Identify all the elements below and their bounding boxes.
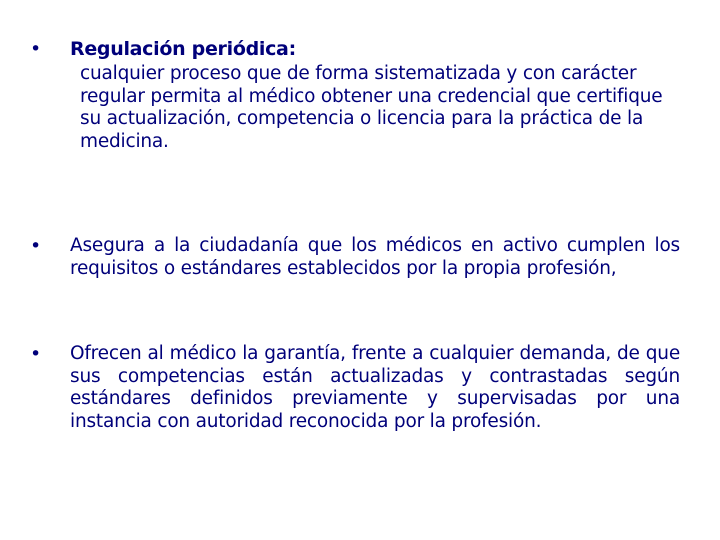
bullet-item-regulacion bbox=[30, 38, 680, 153]
bullet-heading bbox=[70, 38, 680, 61]
bullet-dot-icon: • bbox=[30, 38, 42, 60]
bullet-row bbox=[30, 343, 680, 433]
bullet-row bbox=[30, 38, 680, 153]
bullet-dot-icon: • bbox=[30, 343, 42, 365]
bullet-heading-colon: : bbox=[288, 38, 296, 60]
bullet-definition: cualquier proceso que de forma sistematizada y con carácter regular permita al médico obtener una credencial que certifique su actualización, competencia o licencia para la práctica de la medicina. bbox=[80, 63, 663, 152]
bullet-row bbox=[30, 235, 680, 280]
bullet-item-ofrecen bbox=[30, 343, 680, 433]
bullet-dot-icon: • bbox=[30, 235, 42, 257]
bullet-text: Asegura a la ciudadanía que los médicos en activo cumplen los requisitos o estándares establecidos por la propia profesión, bbox=[70, 235, 680, 279]
bullet-heading-text: Regulación periódica bbox=[70, 38, 289, 60]
bullet-text: Ofrecen al médico la garantía, frente a cualquier demanda, de que sus competencias están actualizadas y contrastadas según estándares definidos previamente y supervisadas por una instancia con autoridad reconocida por la profesión. bbox=[70, 343, 680, 432]
bullet-item-asegura bbox=[30, 235, 680, 280]
